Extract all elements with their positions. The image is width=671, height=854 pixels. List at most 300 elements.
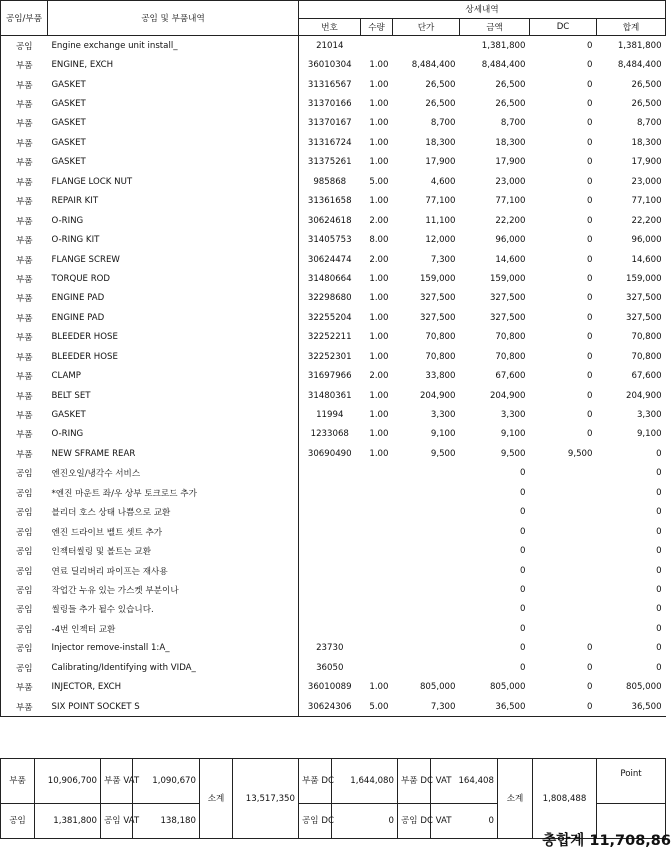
row-total: 0 [656, 487, 662, 498]
row-total: 22,200 [631, 215, 662, 226]
row-amount: 204,900 [489, 390, 526, 401]
summary-labor-dc-vat: 0 [431, 804, 498, 839]
row-dc: 0 [587, 273, 593, 284]
row-dc [530, 503, 597, 522]
row-qty [361, 639, 393, 658]
row-type: 공임 [1, 658, 48, 677]
row-description: Calibrating/Identifying with VIDA_ [48, 658, 299, 677]
row-number: 31370166 [307, 99, 352, 110]
table-row [1, 114, 666, 133]
row-type: 부품 [1, 366, 48, 385]
row-total: 77,100 [631, 196, 662, 207]
row-qty [361, 658, 393, 677]
header-col-total: 합계 [597, 18, 666, 36]
row-total: 8,700 [636, 118, 662, 129]
row-unit-price: 327,500 [419, 293, 456, 304]
summary-labor-vat-label: 공임 VAT [101, 804, 133, 839]
row-dc: 0 [587, 118, 593, 129]
row-description: Engine exchange unit install_ [48, 36, 299, 56]
row-qty: 1.00 [369, 118, 389, 129]
row-amount: 0 [520, 487, 526, 498]
row-total: 0 [656, 643, 662, 654]
row-unit-price: 3,300 [430, 410, 456, 421]
row-qty: 2.00 [369, 215, 389, 226]
row-amount: 0 [520, 643, 526, 654]
row-unit-price: 159,000 [419, 273, 456, 284]
row-unit-price [393, 580, 460, 599]
row-type: 부품 [1, 172, 48, 191]
row-unit-price: 70,800 [425, 351, 456, 362]
row-total: 96,000 [631, 235, 662, 246]
table-row [1, 55, 666, 74]
row-unit-price: 4,600 [430, 176, 456, 187]
table-row [1, 444, 666, 463]
row-amount: 23,000 [495, 176, 526, 187]
row-unit-price [393, 658, 460, 677]
table-row [1, 133, 666, 152]
summary-parts-vat-label: 부품 VAT [101, 759, 133, 804]
grand-total: 총합계 11,708,86 [542, 833, 671, 849]
table-row [1, 75, 666, 94]
summary-labor-dc-label: 공임 DC [299, 804, 332, 839]
row-total: 0 [656, 468, 662, 479]
row-description: FLANGE LOCK NUT [48, 172, 299, 191]
row-type: 부품 [1, 114, 48, 133]
row-description: 연료 딜리버리 파이프는 재사용 [48, 561, 299, 580]
row-total: 67,600 [631, 371, 662, 382]
row-unit-price: 17,900 [425, 157, 456, 168]
row-dc: 0 [587, 371, 593, 382]
table-row [1, 347, 666, 366]
row-amount: 0 [520, 526, 526, 537]
summary-parts-label: 부품 [1, 759, 35, 804]
row-amount: 14,600 [495, 254, 526, 265]
row-amount: 36,500 [460, 697, 530, 717]
row-unit-price: 327,500 [419, 312, 456, 323]
row-number: 36050 [316, 662, 344, 673]
table-row [1, 405, 666, 424]
row-qty [361, 619, 393, 638]
invoice-rows [1, 36, 666, 717]
row-amount: 327,500 [489, 312, 526, 323]
row-description: BLEEDER HOSE [48, 347, 299, 366]
row-qty [361, 600, 393, 619]
row-dc: 0 [587, 332, 593, 343]
row-number: 30690490 [307, 448, 352, 459]
row-total: 70,800 [631, 332, 662, 343]
row-number: 31405753 [307, 235, 352, 246]
row-description: BELT SET [48, 386, 299, 405]
row-total: 0 [656, 584, 662, 595]
row-number: 31361658 [307, 196, 352, 207]
summary-parts-dc-vat: 164,408 [431, 759, 498, 804]
row-number: 30624474 [307, 254, 352, 265]
row-amount: 77,100 [495, 196, 526, 207]
row-qty: 1.00 [369, 99, 389, 110]
row-amount: 0 [520, 604, 526, 615]
row-type: 공임 [1, 600, 48, 619]
row-unit-price [393, 639, 460, 658]
table-row [1, 522, 666, 541]
summary-parts-dc: 1,644,080 [332, 759, 398, 804]
row-type: 부품 [1, 192, 48, 211]
row-number [299, 522, 361, 541]
row-number [299, 600, 361, 619]
row-dc [530, 561, 597, 580]
row-amount: 9,100 [500, 429, 526, 440]
row-amount: 18,300 [495, 137, 526, 148]
row-number: 31480664 [307, 273, 352, 284]
row-dc: 0 [587, 351, 593, 362]
row-dc [530, 483, 597, 502]
row-total: 159,000 [626, 273, 662, 284]
header-col-number: 번호 [299, 18, 361, 36]
row-qty [361, 464, 393, 483]
summary-parts-dc-vat-label: 부품 DC VAT [398, 759, 431, 804]
row-description: GASKET [48, 75, 299, 94]
row-amount: 26,500 [495, 79, 526, 90]
row-dc: 0 [587, 254, 593, 265]
summary-parts-amount: 10,906,700 [35, 759, 101, 804]
table-row [1, 36, 666, 56]
table-row [1, 619, 666, 638]
row-type: 부품 [1, 444, 48, 463]
row-unit-price: 18,300 [425, 137, 456, 148]
row-description: NEW SFRAME REAR [48, 444, 299, 463]
row-dc: 0 [587, 390, 593, 401]
row-description: 씰링들 추가 될수 있습니다. [48, 600, 299, 619]
row-dc [530, 464, 597, 483]
row-type: 부품 [1, 697, 48, 717]
table-row [1, 211, 666, 230]
row-total: 23,000 [631, 176, 662, 187]
row-type: 공임 [1, 522, 48, 541]
row-qty: 1.00 [369, 293, 389, 304]
row-number [299, 561, 361, 580]
row-total: 0 [656, 565, 662, 576]
row-dc [530, 580, 597, 599]
row-total: 327,500 [626, 293, 662, 304]
row-amount: 327,500 [489, 293, 526, 304]
row-number: 11994 [316, 410, 344, 421]
row-unit-price: 9,500 [430, 448, 456, 459]
table-row [1, 580, 666, 599]
row-description: GASKET [48, 133, 299, 152]
row-number: 31316567 [307, 79, 352, 90]
table-row [1, 366, 666, 385]
row-number: 31697966 [307, 371, 352, 382]
row-unit-price: 11,100 [425, 215, 456, 226]
row-description: 엔진 드라이브 벨트 셋트 추가 [48, 522, 299, 541]
row-qty: 2.00 [369, 371, 389, 382]
row-total: 0 [656, 526, 662, 537]
row-qty: 1.00 [369, 410, 389, 421]
table-row [1, 639, 666, 658]
row-qty [361, 541, 393, 560]
row-qty: 1.00 [369, 137, 389, 148]
table-row [1, 386, 666, 405]
row-number: 1233068 [310, 429, 349, 440]
row-dc: 0 [587, 157, 593, 168]
row-unit-price [393, 600, 460, 619]
row-amount: 70,800 [495, 332, 526, 343]
row-type: 공임 [1, 619, 48, 638]
row-amount: 0 [520, 623, 526, 634]
row-amount: 8,484,400 [481, 60, 526, 71]
row-number: 32298680 [307, 293, 352, 304]
row-type: 공임 [1, 36, 48, 56]
row-unit-price [393, 464, 460, 483]
row-amount: 0 [520, 546, 526, 557]
row-qty: 1.00 [369, 351, 389, 362]
row-qty: 2.00 [369, 254, 389, 265]
row-description: 엔진오일/냉각수 서비스 [48, 464, 299, 483]
row-unit-price [393, 36, 460, 56]
row-type: 부품 [1, 347, 48, 366]
row-dc: 0 [587, 196, 593, 207]
row-unit-price [393, 561, 460, 580]
row-unit-price: 70,800 [425, 332, 456, 343]
row-total: 18,300 [631, 137, 662, 148]
table-row [1, 425, 666, 444]
row-total: 0 [656, 507, 662, 518]
row-unit-price [393, 619, 460, 638]
row-qty: 1.00 [369, 448, 389, 459]
row-dc: 0 [587, 215, 593, 226]
row-number: 30624618 [307, 215, 352, 226]
row-unit-price: 204,900 [419, 390, 456, 401]
row-total: 26,500 [631, 79, 662, 90]
row-dc: 9,500 [567, 448, 593, 459]
row-total: 3,300 [636, 410, 662, 421]
row-unit-price: 7,300 [430, 254, 456, 265]
row-dc: 0 [587, 40, 593, 51]
row-description: GASKET [48, 405, 299, 424]
header-detail: 상세내역 [299, 1, 666, 19]
row-description: GASKET [48, 114, 299, 133]
row-total: 0 [656, 546, 662, 557]
summary-labor-dc-vat-label: 공임 DC VAT [398, 804, 431, 839]
row-amount: 3,300 [500, 410, 526, 421]
row-unit-price: 12,000 [425, 235, 456, 246]
row-number: 31375261 [307, 157, 352, 168]
row-qty: 1.00 [369, 79, 389, 90]
row-dc: 0 [587, 137, 593, 148]
row-qty [361, 36, 393, 56]
table-row [1, 677, 666, 696]
row-dc: 0 [587, 429, 593, 440]
row-number: 30624306 [299, 697, 361, 717]
row-unit-price: 26,500 [425, 79, 456, 90]
row-unit-price: 8,484,400 [411, 60, 456, 71]
row-total: 204,900 [626, 390, 662, 401]
table-row [1, 230, 666, 249]
row-total: 14,600 [631, 254, 662, 265]
row-qty: 1.00 [369, 273, 389, 284]
row-description: INJECTOR, EXCH [48, 677, 299, 696]
row-type: 부품 [1, 405, 48, 424]
row-unit-price [393, 483, 460, 502]
row-type: 부품 [1, 308, 48, 327]
table-row [1, 289, 666, 308]
row-type: 부품 [1, 386, 48, 405]
row-unit-price [393, 541, 460, 560]
row-description: CLAMP [48, 366, 299, 385]
table-row [1, 192, 666, 211]
table-row [1, 328, 666, 347]
row-number: 32252301 [307, 351, 352, 362]
summary-point-label: Point [597, 759, 666, 804]
row-amount: 22,200 [495, 215, 526, 226]
row-number: 32255204 [307, 312, 352, 323]
row-number: 36010304 [307, 60, 352, 71]
row-dc: 0 [587, 643, 593, 654]
row-unit-price: 9,100 [430, 429, 456, 440]
summary-subtotal2: 1,808,488 [533, 759, 597, 839]
row-type: 부품 [1, 328, 48, 347]
summary-labor-amount: 1,381,800 [35, 804, 101, 839]
summary-labor-dc: 0 [332, 804, 398, 839]
row-type: 공임 [1, 541, 48, 560]
table-row [1, 697, 666, 717]
row-unit-price [393, 503, 460, 522]
row-amount: 26,500 [495, 99, 526, 110]
table-row [1, 600, 666, 619]
row-amount: 0 [520, 662, 526, 673]
row-amount: 0 [520, 584, 526, 595]
row-description: SIX POINT SOCKET S [48, 697, 299, 717]
row-amount: 1,381,800 [481, 40, 526, 51]
row-description: Injector remove-install 1:A_ [48, 639, 299, 658]
row-dc [530, 522, 597, 541]
summary-parts-vat: 1,090,670 [133, 759, 200, 804]
row-type: 부품 [1, 250, 48, 269]
row-description: 인젝터씰링 및 볼트는 교환 [48, 541, 299, 560]
row-description: REPAIR KIT [48, 192, 299, 211]
row-total: 1,381,800 [617, 40, 662, 51]
row-qty: 1.00 [369, 429, 389, 440]
row-number [299, 619, 361, 638]
row-total: 0 [656, 604, 662, 615]
row-dc: 0 [587, 410, 593, 421]
row-number: 21014 [316, 40, 344, 51]
row-type: 공임 [1, 639, 48, 658]
row-total: 0 [656, 448, 662, 459]
row-dc: 0 [587, 60, 593, 71]
table-row [1, 153, 666, 172]
row-unit-price: 7,300 [393, 697, 460, 717]
row-dc: 0 [587, 662, 593, 673]
summary-labor-label: 공임 [1, 804, 35, 839]
row-type: 부품 [1, 55, 48, 74]
row-qty [361, 522, 393, 541]
table-row [1, 269, 666, 288]
row-description: O-RING KIT [48, 230, 299, 249]
row-number: 23730 [316, 643, 344, 654]
row-type: 공임 [1, 503, 48, 522]
row-qty: 1.00 [369, 196, 389, 207]
row-number [299, 503, 361, 522]
row-unit-price: 33,800 [425, 371, 456, 382]
row-number [299, 580, 361, 599]
row-total: 0 [656, 623, 662, 634]
summary-table [0, 758, 666, 839]
table-row [1, 658, 666, 677]
table-row [1, 172, 666, 191]
header-desc: 공임 및 부품내역 [48, 1, 299, 36]
row-qty [361, 561, 393, 580]
row-amount: 70,800 [495, 351, 526, 362]
summary-labor-vat: 138,180 [133, 804, 200, 839]
summary-subtotal2-label: 소계 [498, 759, 533, 839]
row-amount: 159,000 [489, 273, 526, 284]
table-row [1, 250, 666, 269]
row-unit-price: 77,100 [425, 196, 456, 207]
row-type: 부품 [1, 269, 48, 288]
row-type: 부품 [1, 133, 48, 152]
header-col-dc: DC [530, 18, 597, 36]
summary-subtotal-label: 소계 [200, 759, 233, 839]
row-type: 부품 [1, 153, 48, 172]
row-dc: 0 [587, 99, 593, 110]
row-type: 부품 [1, 677, 48, 696]
row-type: 부품 [1, 94, 48, 113]
row-number: 31316724 [307, 137, 352, 148]
row-description: 블리더 호스 상태 나쁨으로 교환 [48, 503, 299, 522]
row-description: O-RING [48, 425, 299, 444]
row-qty: 5.00 [361, 697, 393, 717]
row-type: 부품 [1, 425, 48, 444]
row-total: 70,800 [631, 351, 662, 362]
row-amount: 0 [520, 507, 526, 518]
table-row [1, 464, 666, 483]
row-dc: 0 [587, 312, 593, 323]
row-number: 31480361 [307, 390, 352, 401]
row-total: 327,500 [626, 312, 662, 323]
row-number [299, 541, 361, 560]
row-unit-price [393, 522, 460, 541]
row-qty: 1.00 [369, 312, 389, 323]
table-row [1, 483, 666, 502]
row-total: 8,484,400 [617, 60, 662, 71]
row-qty [361, 483, 393, 502]
row-dc [530, 619, 597, 638]
row-unit-price: 805,000 [419, 682, 456, 693]
table-row [1, 308, 666, 327]
row-amount: 67,600 [495, 371, 526, 382]
row-amount: 17,900 [495, 157, 526, 168]
row-number: 31370167 [307, 118, 352, 129]
summary-subtotal: 13,517,350 [233, 759, 299, 839]
header-type: 공임/부품 [1, 1, 48, 36]
row-unit-price: 26,500 [425, 99, 456, 110]
row-description: GASKET [48, 153, 299, 172]
row-qty: 5.00 [369, 176, 389, 187]
header-col-unit-price: 단가 [393, 18, 460, 36]
summary-parts-dc-label: 부품 DC [299, 759, 332, 804]
row-qty: 1.00 [369, 682, 389, 693]
row-total: 0 [656, 662, 662, 673]
row-dc [530, 600, 597, 619]
row-total: 36,500 [597, 697, 666, 717]
row-total: 17,900 [631, 157, 662, 168]
row-qty: 8.00 [369, 235, 389, 246]
row-description: -4번 인젝터 교환 [48, 619, 299, 638]
row-type: 부품 [1, 289, 48, 308]
row-number [299, 483, 361, 502]
row-type: 공임 [1, 483, 48, 502]
row-description: ENGINE PAD [48, 289, 299, 308]
